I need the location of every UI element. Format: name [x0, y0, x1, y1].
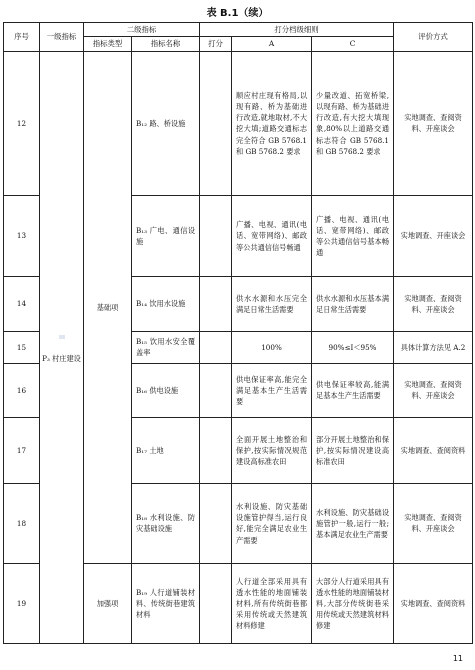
row-seq: 16	[4, 363, 40, 417]
row-criteria-a: 广播、电视、通讯(电话、宽带网络)、邮政等公共通信信号畅通	[232, 195, 312, 276]
row-seq: 15	[4, 331, 40, 363]
level1-cell	[40, 51, 84, 643]
row-criteria-c: 广播、电视、通讯(电话、宽带网络)、邮政等公共通信信号基本畅通	[312, 195, 394, 276]
row-method: 实地调查、查阅资料、开座谈会	[394, 363, 473, 417]
row-seq: 13	[4, 195, 40, 276]
header-score: 打分	[200, 37, 232, 51]
header-type: 指标类型	[84, 37, 132, 51]
page-number: 11	[452, 654, 463, 663]
header-a: A	[232, 37, 312, 51]
row-name: B₁₂ 路、桥设施	[132, 51, 200, 195]
row-score	[200, 363, 232, 417]
row-name: B₁₄ 饮用水设施	[132, 276, 200, 331]
header-level2: 二级指标	[84, 23, 200, 37]
row-name: B₁₅ 饮用水安全覆盖率	[132, 331, 200, 363]
row-method: 具体计算方法见 A.2	[394, 331, 473, 363]
row-score	[200, 563, 232, 643]
row-criteria-a: 人行道全部采用具有透水性能的地面铺装材料,所有传统街巷都采用传统或天然建筑材料修建	[232, 563, 312, 643]
row-criteria-c: 大部分人行道采用具有透水性能的地面铺装材料,大部分传统街巷采用传统或天然建筑材料修建	[312, 563, 394, 643]
header-method: 评价方式	[394, 23, 473, 52]
row-criteria-c: 部分开展土地整治和保护,按实际情况建设高标准农田	[312, 417, 394, 483]
evaluation-table	[3, 22, 473, 644]
row-score	[200, 276, 232, 331]
row-seq: 14	[4, 276, 40, 331]
header-level1: 一级指标	[40, 23, 84, 52]
row-seq: 18	[4, 483, 40, 563]
row-method: 实地调查、开座谈会	[394, 195, 473, 276]
level1-value: P₃ 村庄建设	[42, 354, 81, 364]
row-method: 实地调查、查阅资料	[394, 563, 473, 643]
type-extra: 加强项	[84, 563, 132, 643]
row-seq: 17	[4, 417, 40, 483]
row-criteria-c: 水利设施、防灾基础设施管护一般,运行一般;基本满足农业生产需要	[312, 483, 394, 563]
row-criteria-a: 供水水源和水压完全满足日常生活需要	[232, 276, 312, 331]
row-name: B₁₃ 广电、通信设施	[132, 195, 200, 276]
row-seq: 12	[4, 51, 40, 195]
row-score	[200, 417, 232, 483]
row-criteria-c: 供电保证率较高,能满足基本生产生活需要	[312, 363, 394, 417]
row-score	[200, 195, 232, 276]
row-method: 实地调查、查阅资料、开座谈会	[394, 51, 473, 195]
row-seq: 19	[4, 563, 40, 643]
row-criteria-c: 供水水源和水压基本满足日常生活需要	[312, 276, 394, 331]
row-criteria-a: 水利设施、防灾基础设施管护得当,运行良好,能完全满足农业生产需要	[232, 483, 312, 563]
row-criteria-a: 全面开展土地整治和保护,按实际情况规范建设高标准农田	[232, 417, 312, 483]
row-criteria-a: 供电保证率高,能完全满足基本生产生活需要	[232, 363, 312, 417]
row-method: 实地调查、查阅资料、开座谈会	[394, 276, 473, 331]
row-criteria-a: 顺应村庄现有格局,以现有路、桥为基础进行改造,就地取材,不大挖大填;道路交通标志完全符合 GB 5768.1 和 GB 5768.2 要求	[232, 51, 312, 195]
row-method: 实地调查、查阅资料	[394, 417, 473, 483]
scan-marker-icon	[59, 335, 65, 339]
row-name: B₁₉ 人行道铺装材料、传统街巷建筑材料	[132, 563, 200, 643]
table-title: 表 B.1（续）	[206, 8, 269, 19]
row-method: 实地调查、查阅资料、开座谈会	[394, 483, 473, 563]
row-criteria-c: 90%≤I＜95%	[312, 331, 394, 363]
table-row	[4, 51, 473, 195]
row-criteria-c: 少量改道、拓宽桥梁,以现有路、桥为基础进行改造,有大挖大填现象,80%以上道路交通标志符合 GB 5768.1 和 GB 5768.2 要求	[312, 51, 394, 195]
header-criteria: 打分档级细则	[200, 23, 394, 37]
row-score	[200, 483, 232, 563]
row-score	[200, 331, 232, 363]
row-name: B₁₇ 土地	[132, 417, 200, 483]
row-name: B₁₈ 水利设施、防灾基础设施	[132, 483, 200, 563]
row-score	[200, 51, 232, 195]
header-name: 指标名称	[132, 37, 200, 51]
row-name: B₁₆ 供电设施	[132, 363, 200, 417]
row-criteria-a: 100%	[232, 331, 312, 363]
header-seq: 序号	[4, 23, 40, 52]
header-c: C	[312, 37, 394, 51]
type-basic: 基础项	[84, 51, 132, 563]
